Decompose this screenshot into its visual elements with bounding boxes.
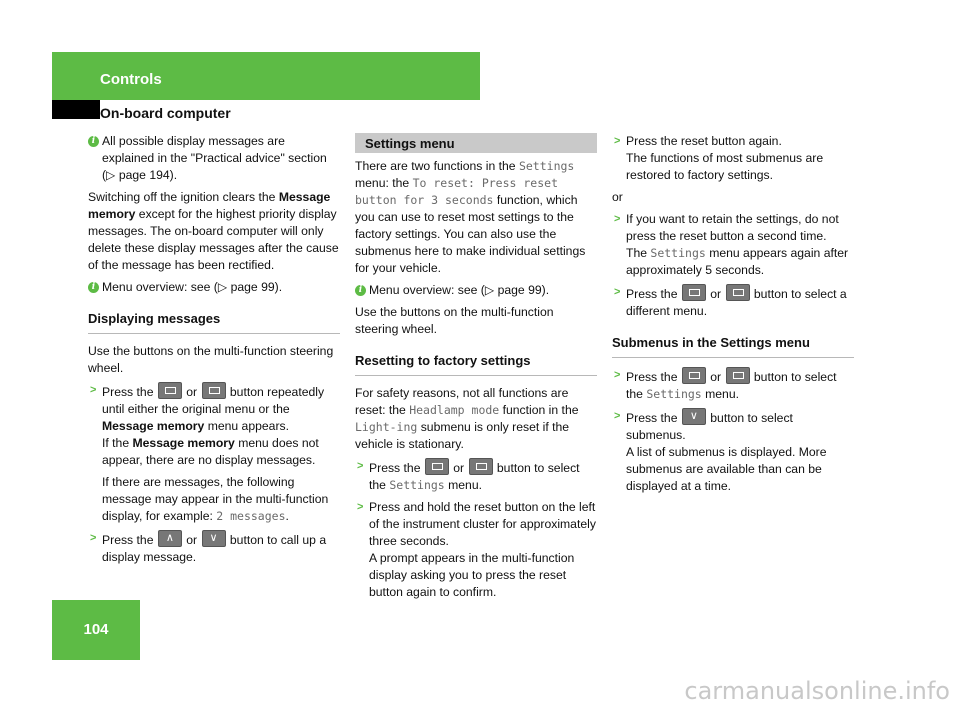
info-icon: i xyxy=(88,282,99,293)
list-item: > Press the or button to select the Settings menu. xyxy=(357,460,580,492)
list-item: > Press the reset button again. The functions of most submenus are restored to factory settings. xyxy=(614,134,824,182)
down-button-icon xyxy=(682,408,706,425)
paragraph: Switching off the ignition clears the Message memory except for the highest priority display messages. The on-board computer will only delete these display messages after the cause of the message has been rectified. xyxy=(88,190,339,272)
info-note: i All possible display messages are explained in the "Practical advice" section (▷ page 194). xyxy=(88,133,340,184)
list-item: > Press the ∧ or ∨ button to call up a display message. xyxy=(88,530,340,566)
info-note: i Menu overview: see (▷ page 99). xyxy=(88,279,340,296)
page-subtitle: On-board computer xyxy=(100,105,231,121)
arrow-bullet-icon: > xyxy=(614,410,621,422)
paragraph: Use the buttons on the multi-function steering wheel. xyxy=(88,344,334,375)
paragraph: There are two functions in the Settings menu: the To reset: Press reset button for 3 seconds function, which you can use to reset most settings to the factory settings. You can also use the submenus here to make individual settings for your vehicle. xyxy=(355,159,586,275)
heading-submenus: Submenus in the Settings menu xyxy=(612,334,854,358)
display-button-icon xyxy=(202,382,226,399)
info-icon: i xyxy=(355,285,366,296)
column-3 xyxy=(612,133,854,500)
column-1 xyxy=(88,133,340,571)
display-button-icon xyxy=(469,458,493,475)
subtitle-marker xyxy=(52,100,100,119)
display-button-icon xyxy=(726,284,750,301)
arrow-bullet-icon: > xyxy=(614,369,621,381)
list-item: > Press the or button to select the Settings menu. xyxy=(614,369,837,401)
list-item: > Press the or button repeatedly until either the original menu or the Message memory menu appears. If the Message memory menu does not appear, there are no display messages. If there are messages, the following message may appear in the multi-function display, for example: 2 messages. xyxy=(90,384,329,523)
arrow-bullet-icon: > xyxy=(90,532,97,544)
heading-resetting: Resetting to factory settings xyxy=(355,352,597,376)
arrow-bullet-icon: > xyxy=(90,384,97,396)
display-button-icon xyxy=(425,458,449,475)
info-note: i Menu overview: see (▷ page 99). xyxy=(355,282,597,299)
display-button-icon xyxy=(726,367,750,384)
display-button-icon xyxy=(682,284,706,301)
page-number: 104 xyxy=(83,621,109,638)
display-button-icon xyxy=(158,382,182,399)
list-item: > Press the or button to select a different menu. xyxy=(614,286,847,318)
arrow-bullet-icon: > xyxy=(357,501,364,513)
list-item: > Press and hold the reset button on the left of the instrument cluster for approximately three seconds. A prompt appears in the multi-function display asking you to press the reset button again to confirm. xyxy=(357,500,596,599)
or-text: or xyxy=(612,190,623,204)
down-button-icon xyxy=(202,530,226,547)
heading-displaying-messages: Displaying messages xyxy=(88,310,340,334)
arrow-bullet-icon: > xyxy=(614,286,621,298)
list-item: > If you want to retain the settings, do not press the reset button a second time. The Settings menu appears again after approximately 5 seconds. xyxy=(614,212,849,277)
watermark: carmanualsonline.info xyxy=(684,677,950,705)
column-2 xyxy=(355,133,597,606)
arrow-bullet-icon: > xyxy=(357,460,364,472)
paragraph: For safety reasons, not all functions are reset: the Headlamp mode function in the Light-ing submenu is only reset if the vehicle is stationary. xyxy=(355,386,579,451)
arrow-bullet-icon: > xyxy=(614,135,621,147)
list-item: > Press the ∨ button to select submenus. A list of submenus is displayed. More submenus are available than can be displayed at a time. xyxy=(612,408,854,495)
section-title: Controls xyxy=(100,71,162,88)
settings-menu-bar: Settings menu xyxy=(355,133,597,153)
arrow-bullet-icon: > xyxy=(614,213,621,225)
display-button-icon xyxy=(682,367,706,384)
info-icon: i xyxy=(88,136,99,147)
paragraph: Use the buttons on the multi-function steering wheel. xyxy=(355,305,554,336)
up-button-icon xyxy=(158,530,182,547)
